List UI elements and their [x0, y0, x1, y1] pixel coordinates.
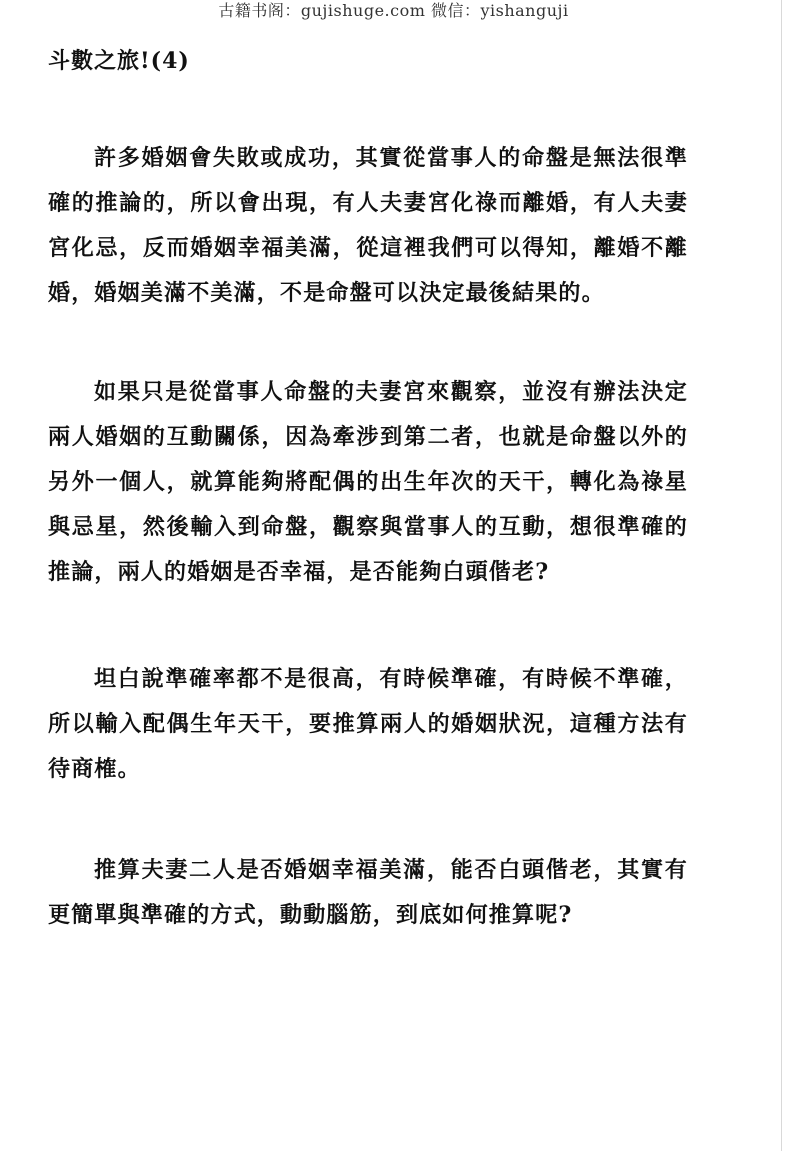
page-title: 斗數之旅!(4) [48, 48, 190, 74]
watermark-text: 古籍书阁：gujishuge.com 微信：yishanguji [218, 1, 569, 20]
paragraph-2: 如果只是從當事人命盤的夫妻宮來觀察，並沒有辦法決定兩人婚姻的互動關係，因為牽涉到第二者，也就是命盤以外的另外一個人，就算能夠將配偶的出生年次的天干，轉化為祿星與忌星，然後輸入到命盤，觀察與當事人的互動，想很準確的推論，兩人的婚姻是否幸福，是否能夠白頭偕老? [48, 379, 688, 585]
paragraph-1: 許多婚姻會失敗或成功，其實從當事人的命盤是無法很準確的推論的，所以會出現，有人夫妻宮化祿而離婚，有人夫妻宮化忌，反而婚姻幸福美滿，從這裡我們可以得知，離婚不離婚，婚姻美滿不美滿，不是命盤可以決定最後結果的。 [48, 145, 688, 306]
paragraph-4: 推算夫妻二人是否婚姻幸福美滿，能否白頭偕老，其實有更簡單與準確的方式，動動腦筋，到底如何推算呢? [48, 857, 688, 928]
page-edge-line [781, 0, 782, 1151]
paragraph-3: 坦白說準確率都不是很高，有時候準確，有時候不準確，所以輸入配偶生年天干，要推算兩人的婚姻狀況，這種方法有待商榷。 [48, 666, 688, 782]
